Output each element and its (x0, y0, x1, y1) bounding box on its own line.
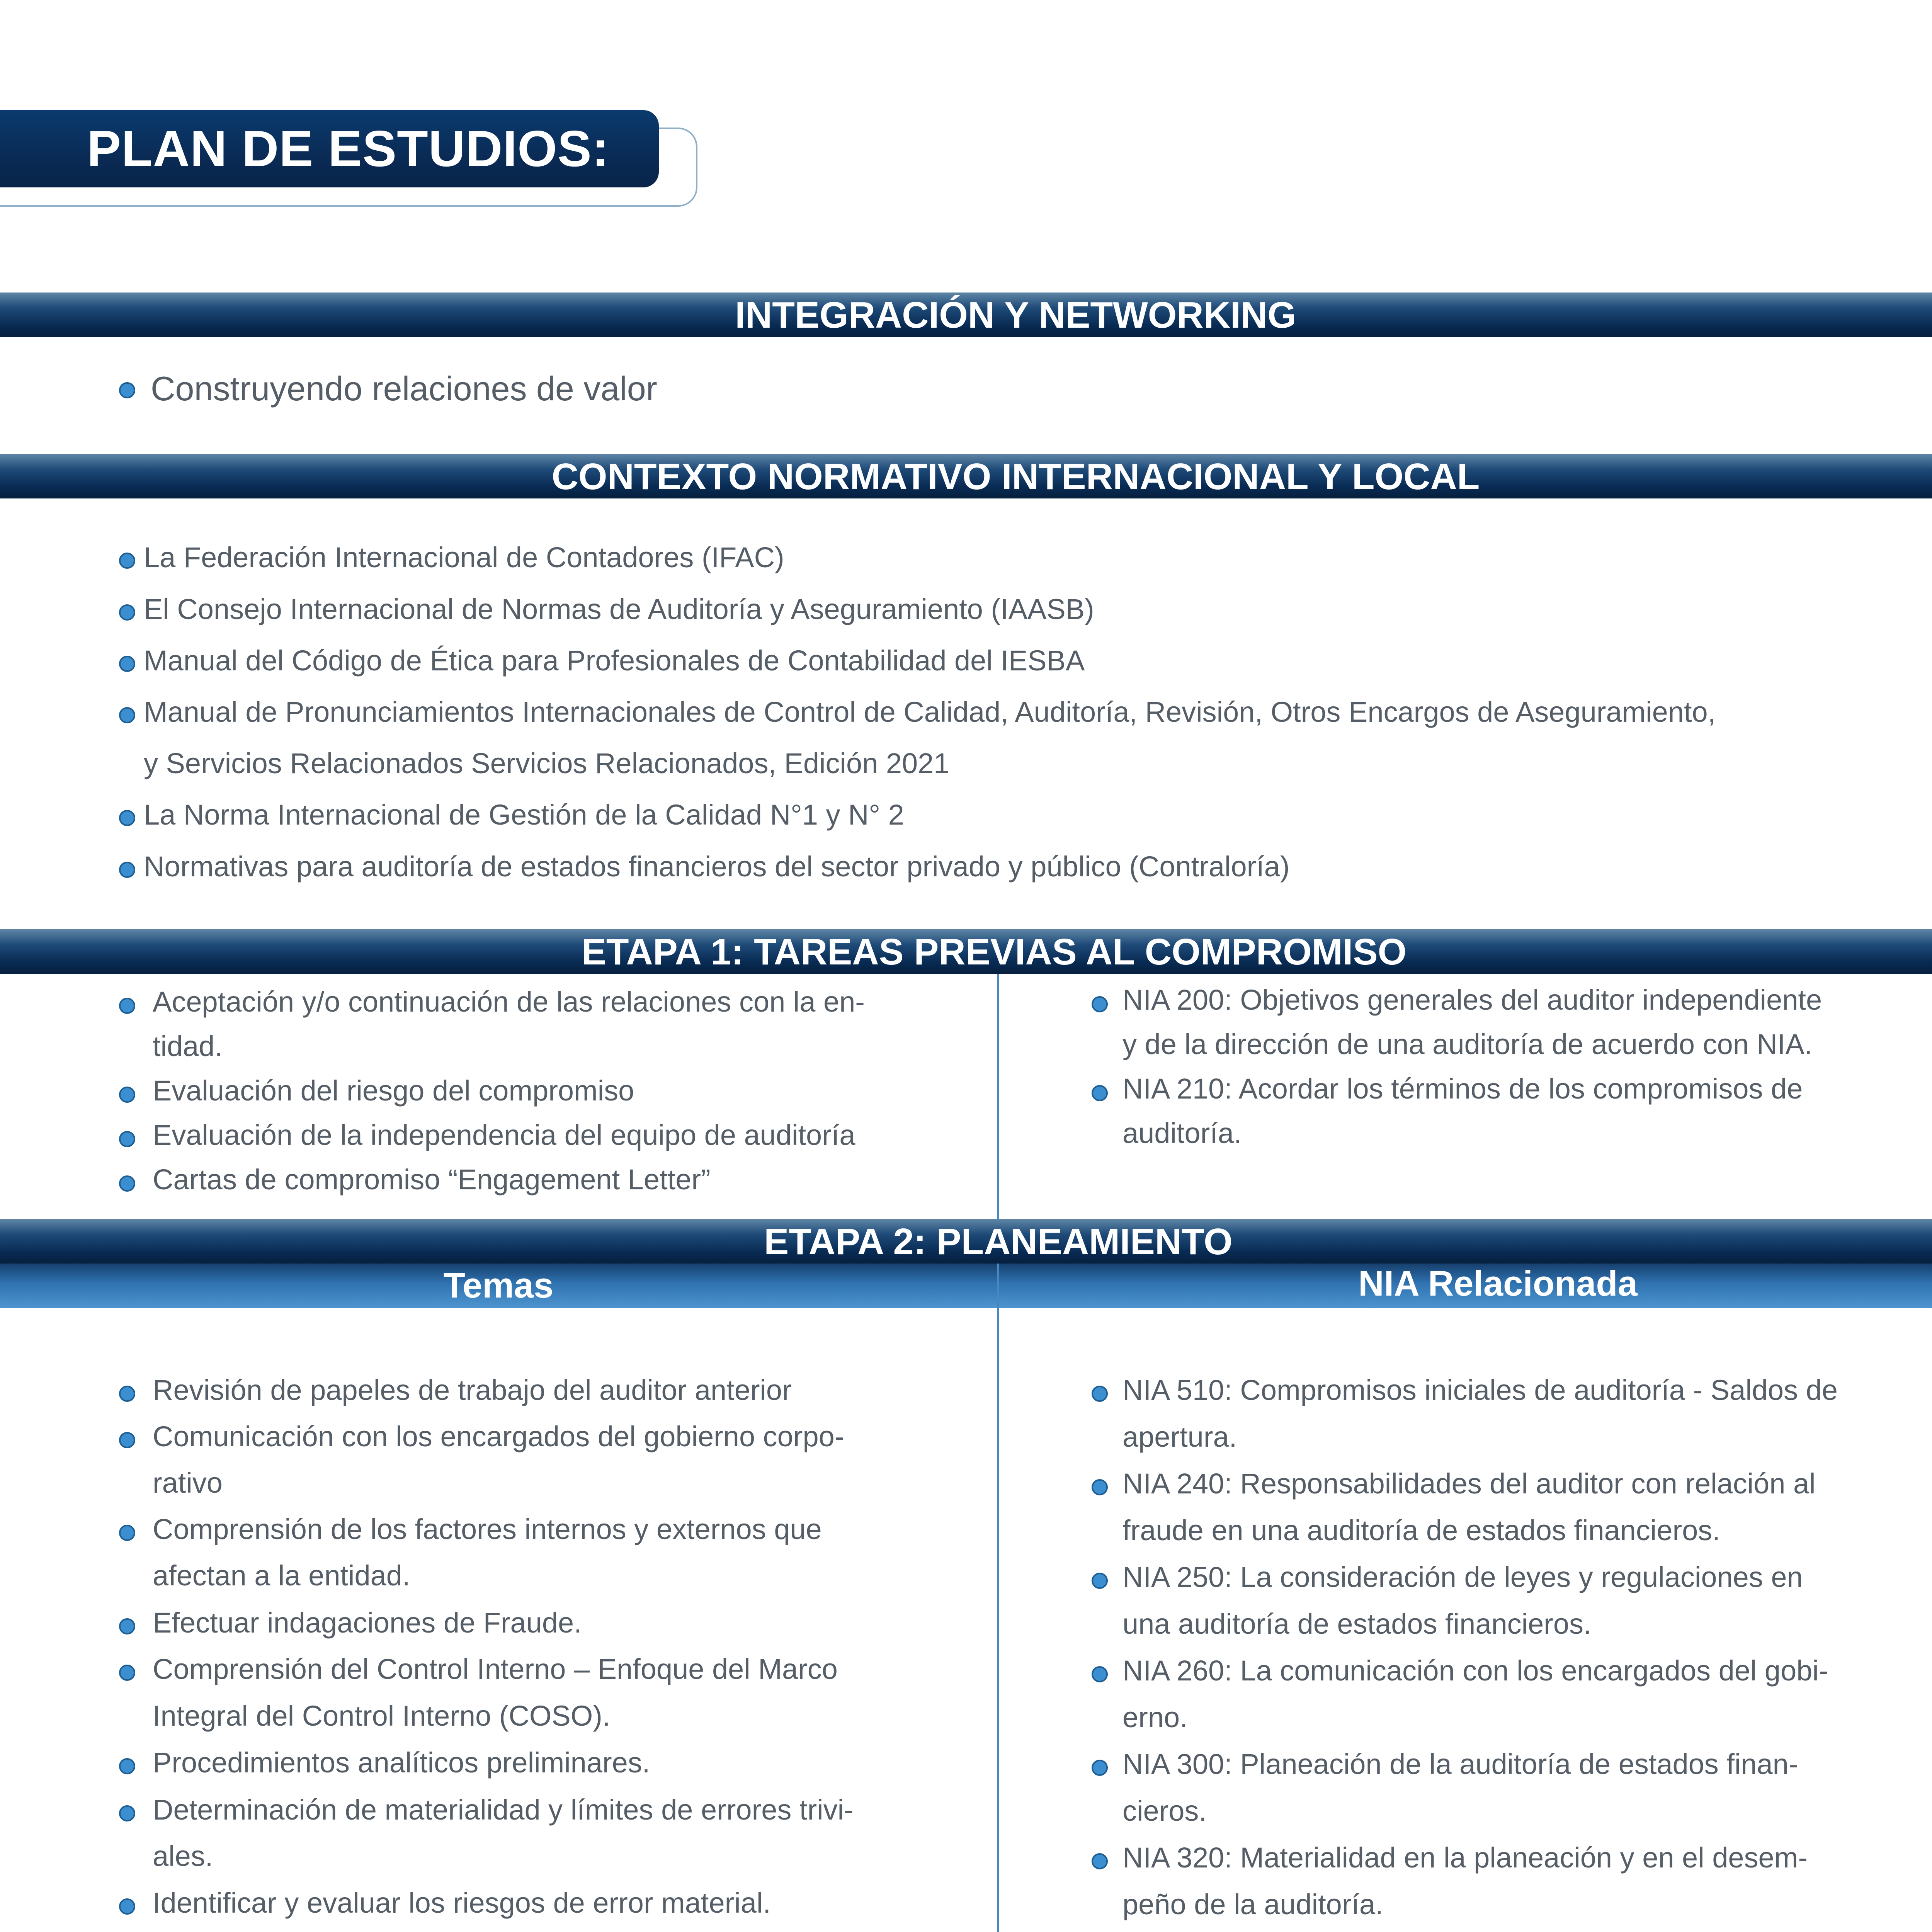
bullet-icon (1092, 996, 1108, 1012)
column-header-temas: Temas (443, 1266, 554, 1305)
list-item: Aceptación y/o continuación de las relaciones con la en- (153, 986, 865, 1018)
bullet-icon (119, 1898, 135, 1915)
list-item: Comunicación con los encargados del gobierno corpo- (153, 1420, 844, 1452)
list-item: NIA 210: Acordar los términos de los compromisos de (1122, 1073, 1803, 1105)
list-item: Evaluación del riesgo del compromiso (153, 1075, 634, 1107)
section-header-integracion: INTEGRACIÓN Y NETWORKING (0, 293, 1932, 337)
list-item: Construyendo relaciones de valor (151, 369, 657, 408)
column-divider (997, 974, 999, 1221)
list-item: tidad. (153, 1030, 223, 1062)
list-item: NIA 510: Compromisos iniciales de auditoría - Saldos de (1122, 1374, 1838, 1406)
list-item: Revisión de papeles de trabajo del auditor anterior (153, 1374, 792, 1406)
bullet-icon (119, 1175, 135, 1192)
list-item: apertura. (1122, 1421, 1237, 1453)
list-item: NIA 260: La comunicación con los encargados del gobi- (1122, 1655, 1828, 1687)
list-item: Manual del Código de Ética para Profesionales de Contabilidad del IESBA (144, 645, 1085, 677)
bullet-icon (119, 656, 135, 672)
bullet-icon (119, 1525, 135, 1541)
column-divider (997, 1264, 999, 1932)
bullet-icon (119, 707, 135, 723)
bullet-icon (119, 1131, 135, 1147)
list-item: fraude en una auditoría de estados financieros. (1122, 1514, 1720, 1546)
bullet-icon (119, 1432, 135, 1448)
bullet-icon (1092, 1666, 1108, 1682)
list-item: Integral del Control Interno (COSO). (153, 1700, 611, 1732)
bullet-icon (1092, 1573, 1108, 1589)
bullet-icon (119, 1618, 135, 1634)
list-item: NIA 320: Materialidad en la planeación y en el desem- (1122, 1842, 1808, 1874)
list-item: peño de la auditoría. (1122, 1888, 1383, 1920)
list-item: Manual de Pronunciamientos Internacionales de Control de Calidad, Auditoría, Revisión, Otros Encargos de Aseguramiento, (144, 696, 1716, 728)
bullet-icon (119, 862, 135, 878)
list-item: auditoría. (1122, 1117, 1242, 1149)
bullet-icon (1092, 1760, 1108, 1776)
column-header-nia: NIA Relacionada (1358, 1264, 1638, 1303)
bullet-icon (1092, 1479, 1108, 1495)
bullet-icon (1092, 1853, 1108, 1869)
list-item: El Consejo Internacional de Normas de Auditoría y Aseguramiento (IAASB) (144, 593, 1094, 625)
bullet-icon (119, 604, 135, 621)
list-item: una auditoría de estados financieros. (1122, 1608, 1592, 1640)
bullet-icon (119, 1087, 135, 1103)
list-item: rativo (153, 1467, 223, 1499)
bullet-icon (119, 998, 135, 1014)
bullet-icon (119, 382, 135, 398)
bullet-icon (119, 1758, 135, 1774)
list-item: NIA 200: Objetivos generales del auditor independiente (1122, 984, 1822, 1016)
list-item: Comprensión de los factores internos y externos que (153, 1513, 822, 1545)
section-header-etapa1: ETAPA 1: TAREAS PREVIAS AL COMPROMISO (0, 929, 1932, 974)
list-item: Cartas de compromiso “Engagement Letter” (153, 1163, 711, 1196)
bullet-icon (1092, 1085, 1108, 1101)
list-item: Identificar y evaluar los riesgos de error material. (153, 1887, 771, 1919)
list-item: La Federación Internacional de Contadores (IFAC) (144, 541, 784, 573)
bullet-icon (119, 553, 135, 569)
list-item: cieros. (1122, 1795, 1207, 1827)
list-item: NIA 250: La consideración de leyes y regulaciones en (1122, 1561, 1803, 1593)
page-title: PLAN DE ESTUDIOS: (87, 120, 609, 177)
list-item: Comprensión del Control Interno – Enfoque del Marco (153, 1653, 838, 1685)
list-item: y Servicios Relacionados Servicios Relacionados, Edición 2021 (144, 747, 950, 779)
list-item: Efectuar indagaciones de Fraude. (153, 1607, 582, 1639)
bullet-icon (119, 1386, 135, 1402)
list-item: Determinación de materialidad y límites de errores trivi- (153, 1794, 854, 1826)
list-item: ales. (153, 1840, 213, 1872)
section-header-contexto: CONTEXTO NORMATIVO INTERNACIONAL Y LOCAL (0, 454, 1932, 498)
bullet-icon (119, 1665, 135, 1681)
bullet-icon (1092, 1386, 1108, 1402)
list-item: afectan a la entidad. (153, 1560, 410, 1592)
list-item: Procedimientos analíticos preliminares. (153, 1747, 650, 1779)
list-item: erno. (1122, 1701, 1188, 1733)
bullet-icon (119, 810, 135, 826)
list-item: y de la dirección de una auditoría de acuerdo con NIA. (1122, 1028, 1813, 1060)
section-header-etapa2: ETAPA 2: PLANEAMIENTO (0, 1219, 1932, 1264)
bullet-icon (119, 1805, 135, 1821)
list-item: NIA 240: Responsabilidades del auditor con relación al (1122, 1468, 1816, 1500)
list-item: Normativas para auditoría de estados financieros del sector privado y público (Contraloría) (144, 850, 1290, 883)
list-item: La Norma Internacional de Gestión de la Calidad N°1 y N° 2 (144, 799, 904, 831)
list-item: NIA 300: Planeación de la auditoría de estados finan- (1122, 1748, 1798, 1780)
list-item: Evaluación de la independencia del equipo de auditoría (153, 1119, 855, 1151)
